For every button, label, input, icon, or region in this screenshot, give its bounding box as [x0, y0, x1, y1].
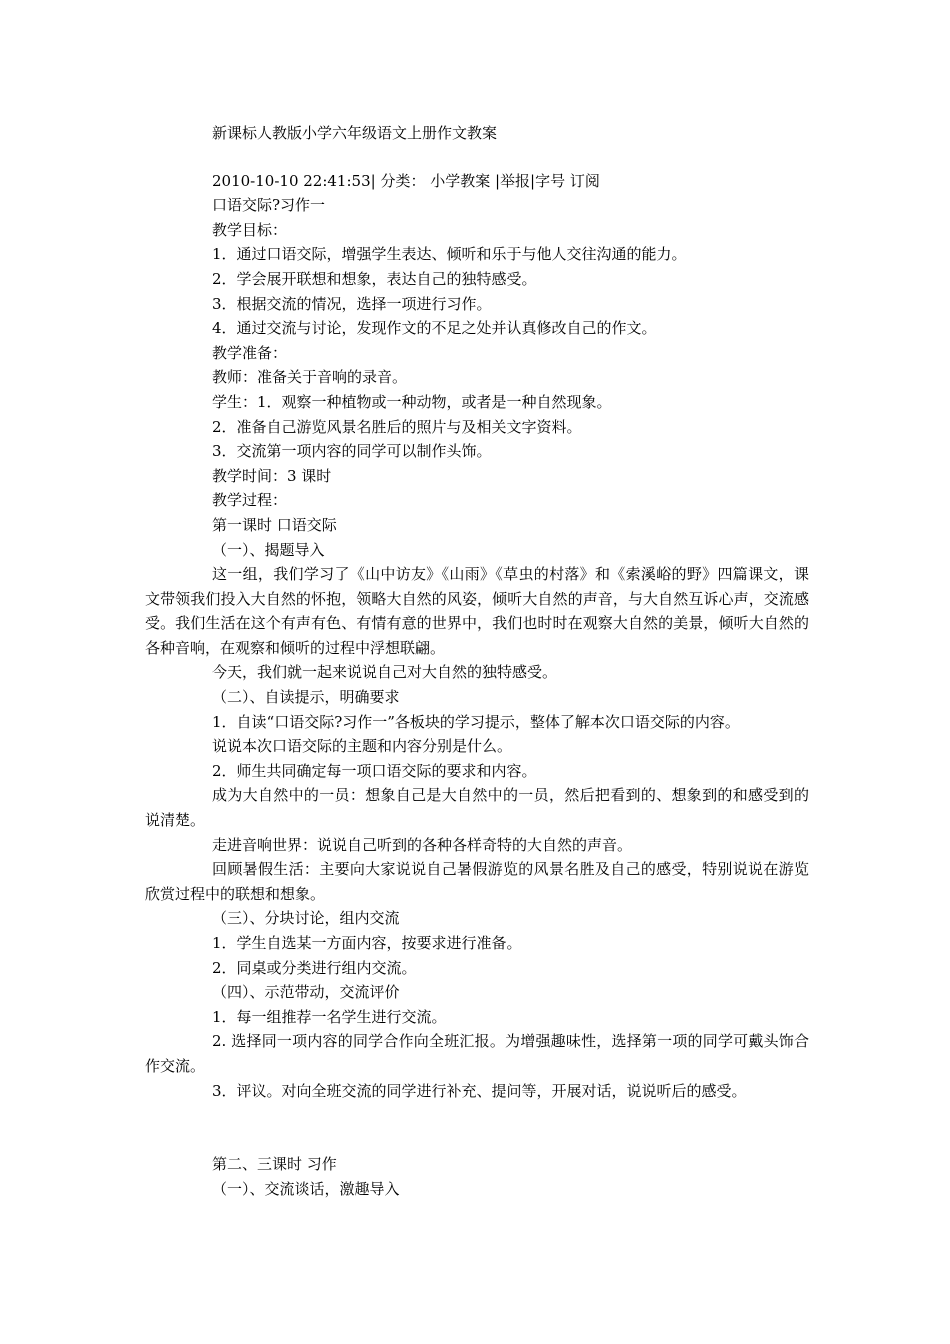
teaching-time: 教学时间：3 课时	[212, 466, 332, 485]
lesson1-step4-line: 3．评议。对向全班交流的同学进行补充、提问等，开展对话，说说听后的感受。	[212, 1081, 747, 1100]
prep-item: 2．准备自己游览风景名胜后的照片与及相关文字资料。	[212, 417, 582, 436]
goal-item: 4．通过交流与讨论，发现作文的不足之处并认真修改自己的作文。	[212, 319, 657, 338]
prep-item: 3．交流第一项内容的同学可以制作头饰。	[212, 442, 492, 461]
lesson1-step4-title: （四）、示范带动，交流评价	[212, 983, 400, 1002]
lesson1-step4-paragraph: 2. 选择同一项内容的同学合作向全班汇报。为增强趣味性，选择第一项的同学可戴头饰合作交流。	[145, 1032, 809, 1075]
lesson1-step1-paragraph-2: 今天，我们就一起来说说自己对大自然的独特感受。	[212, 663, 558, 682]
lesson1-step1-paragraph: 这一组，我们学习了《山中访友》《山雨》《草虫的村落》和《索溪峪的野》四篇课文，课文带领我们投入大自然的怀抱，领略大自然的风姿，倾听大自然的声音，与大自然互诉心声，交流感受。我们生活在这个有声有色、有情有意的世界中，我们也时时在观察大自然的美景，倾听大自然的各种音响，在观察和倾听的过程中浮想联翩。	[145, 565, 809, 657]
lesson1-step4-line: 1．每一组推荐一名学生进行交流。	[212, 1007, 447, 1026]
goal-item: 1．通过口语交际，增强学生表达、倾听和乐于与他人交往沟通的能力。	[212, 245, 687, 264]
prep-student: 学生：1．观察一种植物或一种动物，或者是一种自然现象。	[212, 392, 612, 411]
lesson1-step2-paragraph: 成为大自然中的一员：想象自己是大自然中的一员，然后把看到的、想象到的和感受到的说清楚。	[145, 786, 809, 830]
prep-teacher: 教师：准备关于音响的录音。	[212, 368, 408, 387]
document-title: 新课标人教版小学六年级语文上册作文教案	[212, 124, 498, 142]
goals-label: 教学目标：	[212, 220, 288, 239]
lesson1-step2-paragraph: 回顾暑假生活：主要向大家说说自己暑假游览的风景名胜及自己的感受，特别说说在游览欣赏过程中的联想和想象。	[145, 860, 809, 903]
lesson2-title: 第二、三课时 习作	[212, 1155, 337, 1174]
lesson1-title: 第一课时 口语交际	[212, 515, 337, 534]
post-meta: 2010-10-10 22:41:53| 分类： 小学教案 |举报|字号 订阅	[212, 171, 600, 190]
goal-item: 2．学会展开联想和想象，表达自己的独特感受。	[212, 269, 537, 288]
prep-label: 教学准备：	[212, 343, 288, 362]
goal-item: 3．根据交流的情况，选择一项进行习作。	[212, 294, 492, 313]
lesson1-step3-line: 2．同桌或分类进行组内交流。	[212, 958, 417, 977]
lesson1-step2-line: 2．师生共同确定每一项口语交际的要求和内容。	[212, 761, 537, 780]
lesson1-step2-line: 说说本次口语交际的主题和内容分别是什么。	[212, 737, 513, 756]
lesson2-step1-title: （一）、交流谈话，激趣导入	[212, 1179, 400, 1198]
lesson1-step2-paragraph: 走进音响世界：说说自己听到的各种各样奇特的大自然的声音。	[212, 835, 633, 854]
lesson1-step3-line: 1．学生自选某一方面内容，按要求进行准备。	[212, 934, 522, 952]
section-spacer	[145, 1103, 809, 1152]
section-heading: 口语交际?习作一	[212, 196, 326, 215]
document-body	[145, 121, 809, 1201]
process-label: 教学过程：	[212, 491, 288, 510]
lesson1-step2-line: 1．自读“口语交际?习作一”各板块的学习提示，整体了解本次口语交际的内容。	[212, 712, 740, 731]
lesson1-step3-title: （三）、分块讨论，组内交流	[212, 909, 400, 928]
lesson1-step1-title: （一）、揭题导入	[212, 540, 325, 559]
lesson1-step2-title: （二）、自读提示，明确要求	[212, 688, 400, 707]
